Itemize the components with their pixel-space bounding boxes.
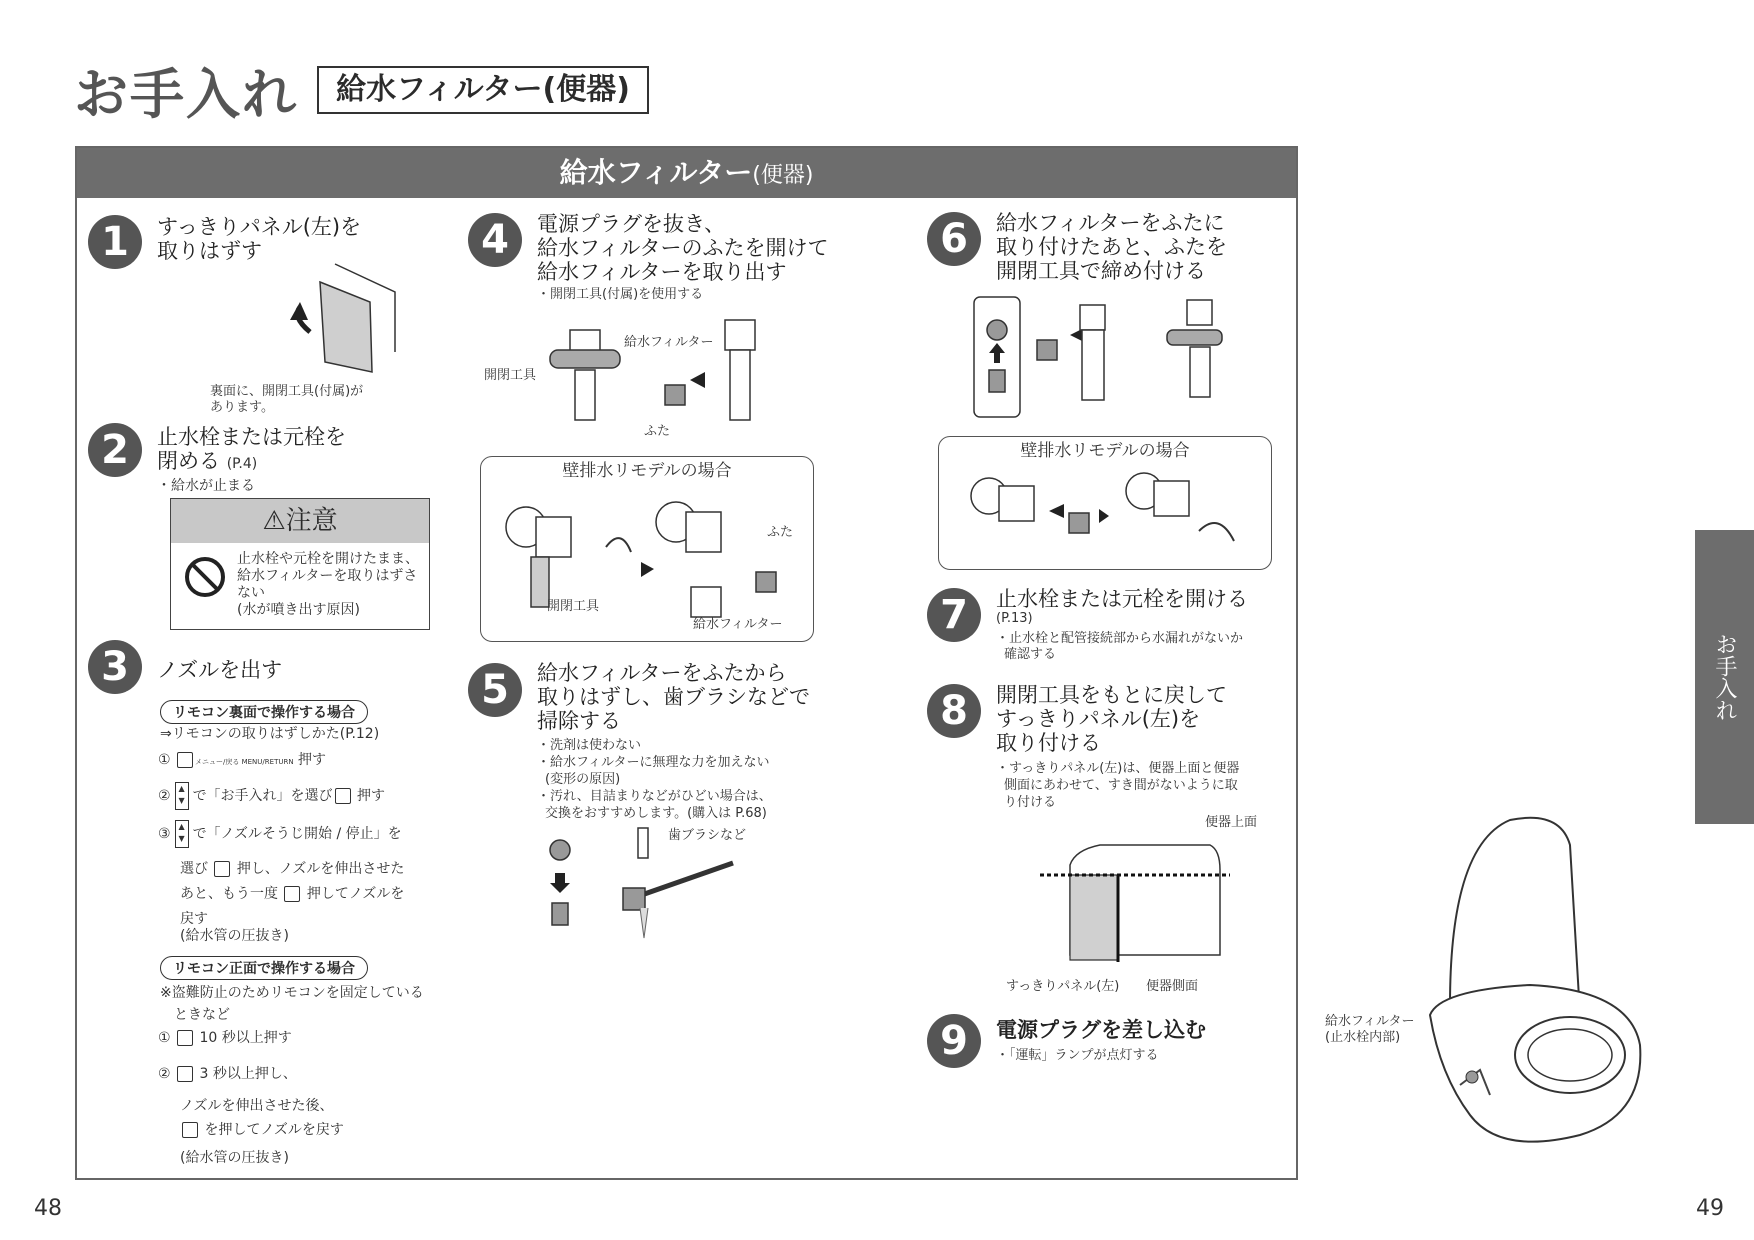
step-5-notes: ・洗剤は使わない ・給水フィルターに無理な力を加えない (変形の原因) ・汚れ、目詰まりなどがひどい場合は、 交換をおすすめします。(購入は P.68) <box>537 738 772 821</box>
label-filter: 給水フィルター <box>624 335 714 350</box>
caution-box <box>170 498 430 630</box>
step-6-title: 給水フィルターをふたに 取り付けたあと、ふたを 開閉工具で締め付ける <box>996 211 1227 283</box>
toilet-filter-label: 給水フィルター (止水栓内部) <box>1325 1014 1415 1045</box>
up-down-button-icon: ▲ ▼ <box>175 820 189 848</box>
step-2-ref: (P.4) <box>226 456 258 472</box>
panel-title: 給水フィルター <box>559 156 753 189</box>
wall-drain-install-illustration <box>969 471 1249 561</box>
panel-title-suffix: (便器) <box>752 163 814 188</box>
nozzle-clean-button-icon <box>182 1122 198 1138</box>
step-8-title: 開閉工具をもとに戻して すっきりパネル(左)を 取り付ける <box>996 683 1227 755</box>
panel-header <box>77 148 1296 198</box>
step-2-note: ・給水が止まる <box>157 478 255 494</box>
step-4-number: 4 <box>468 213 522 267</box>
label-lid: ふた <box>644 424 671 439</box>
step-1-number: 1 <box>88 215 142 269</box>
step-7-title: 止水栓または元栓を開ける <box>996 587 1248 611</box>
filter-install-illustration <box>972 295 1242 425</box>
section-title: 給水フィルター(便器) <box>317 66 649 114</box>
label-toilet-top: 便器上面 <box>1205 815 1258 830</box>
step-2-number: 2 <box>88 423 142 477</box>
step-8-notes: ・すっきりパネル(左)は、便器上面と便器 側面にあわせて、すき間がないように取 り付ける <box>996 761 1240 810</box>
remote-front-pill: リモコン正面で操作する場合 <box>160 956 368 980</box>
caution-text: 止水栓や元栓を開けたまま、 給水フィルターを取りはずさ ない (水が噴き出す原因) <box>237 551 419 618</box>
brush-cleaning-illustration <box>548 828 748 938</box>
panel-removal-illustration <box>280 262 400 382</box>
up-down-button-icon: ▲ ▼ <box>175 782 189 810</box>
op-2: ② ▲ ▼ で「お手入れ」を選び 押す <box>158 782 385 810</box>
remote-back-pill: リモコン裏面で操作する場合 <box>160 700 368 724</box>
op-1: ① メニュー/戻る MENU/RETURN 押す <box>158 752 327 768</box>
page-title: お手入れ <box>74 63 298 126</box>
front-op-2-note: (給水管の圧抜き) <box>180 1150 289 1166</box>
box-label-lid: ふた <box>767 525 794 540</box>
wall-drain-illustration <box>496 487 796 627</box>
box-label-tool: 開閉工具 <box>547 599 600 614</box>
step-7-number: 7 <box>927 588 981 642</box>
step-4-note: ・開閉工具(付属)を使用する <box>537 287 704 302</box>
page-number-right: 49 <box>1696 1196 1724 1221</box>
op-3-note: (給水管の圧抜き) <box>180 928 289 944</box>
step-2-title: 止水栓または元栓を 閉める (P.4) <box>157 425 346 473</box>
step-4-title: 電源プラグを抜き、 給水フィルターのふたを開けて 給水フィルターを取り出す <box>537 212 829 284</box>
label-tool: 開閉工具 <box>484 368 537 383</box>
step-3-title: ノズルを出す <box>157 658 283 682</box>
remote-ref: ⇒リモコンの取りはずしかた(P.12) <box>160 726 380 742</box>
front-op-2: ② 3 秒以上押し、 <box>158 1066 297 1082</box>
front-op-1: ① 10 秒以上押す <box>158 1030 292 1046</box>
menu-button-icon <box>177 752 193 768</box>
label-toilet-side: 便器側面 <box>1146 979 1199 994</box>
filter-removal-illustration <box>540 310 780 430</box>
step-9-title: 電源プラグを差し込む <box>996 1018 1206 1042</box>
step-9-note: ・「運転」ランプが点灯する <box>996 1048 1159 1063</box>
op-3: ③ ▲ ▼ で「ノズルそうじ開始 / 停止」を <box>158 820 402 848</box>
box-label-filter: 給水フィルター <box>693 617 783 632</box>
op-3-detail: 選び 押し、ノズルを伸出させた あと、もう一度 押してノズルを 戻す <box>180 861 405 927</box>
wall-drain-title-2: 壁排水リモデルの場合 <box>1020 441 1190 461</box>
step-5-title: 給水フィルターをふたから 取りはずし、歯ブラシなどで 掃除する <box>537 661 810 733</box>
bidet-button-icon <box>177 1066 193 1082</box>
step-3-number: 3 <box>88 640 142 694</box>
panel-fit-illustration <box>1040 840 1240 965</box>
page-number-left: 48 <box>34 1196 62 1221</box>
wall-drain-box-2 <box>938 436 1272 570</box>
step-6-number: 6 <box>927 212 981 266</box>
remote-front-ref: ※盗難防止のためリモコンを固定している ときなど <box>160 985 424 1023</box>
step-8-number: 8 <box>927 684 981 738</box>
step-7-ref: (P.13) <box>996 611 1033 626</box>
side-tab: お手入れ <box>1695 530 1754 824</box>
wall-drain-title: 壁排水リモデルの場合 <box>562 461 732 481</box>
enter-button-icon <box>335 788 351 804</box>
enter-button-icon <box>214 861 230 877</box>
label-brush: 歯ブラシなど <box>668 828 747 843</box>
enter-button-icon <box>284 886 300 902</box>
nozzle-clean-button-icon <box>177 1030 193 1046</box>
front-op-2-l2: ノズルを伸出させた後、 <box>180 1098 334 1114</box>
step-5-number: 5 <box>468 663 522 717</box>
front-op-2-l3: を押してノズルを戻す <box>180 1122 344 1139</box>
step-9-number: 9 <box>927 1014 981 1068</box>
wall-drain-box-1 <box>480 456 814 642</box>
step-1-title: すっきりパネル(左)を 取りはずす <box>157 215 362 263</box>
prohibited-icon <box>183 555 227 599</box>
warning-triangle-icon: ⚠ <box>262 506 286 536</box>
caution-header: ⚠注意 <box>171 499 429 543</box>
step-1-caption: 裏面に、開閉工具(付属)が あります。 <box>210 384 364 415</box>
toilet-illustration <box>1430 815 1650 1155</box>
label-panel: すっきりパネル(左) <box>1006 979 1120 994</box>
step-7-notes: ・止水栓と配管接続部から水漏れがないか 確認する <box>996 631 1244 662</box>
